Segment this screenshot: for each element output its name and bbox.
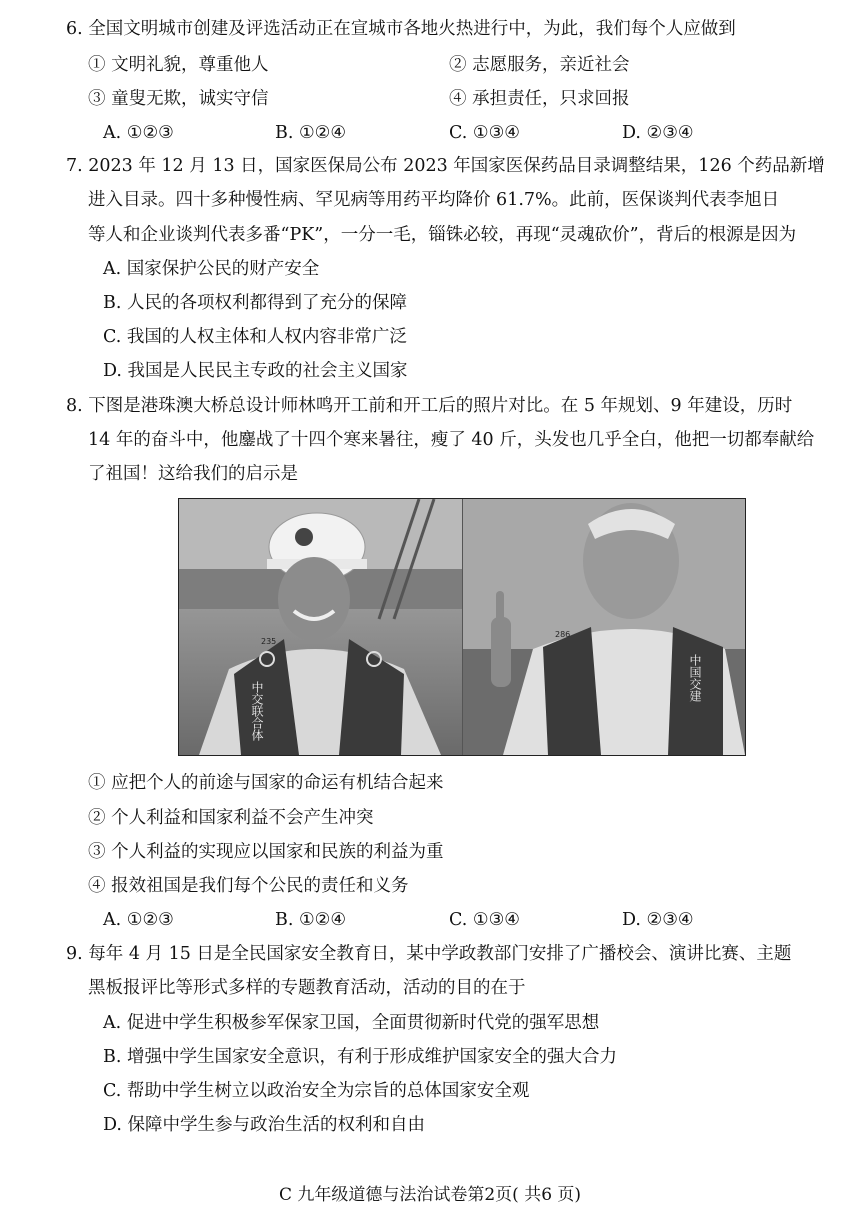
- q6-option-b: B. ①②④: [275, 123, 347, 143]
- page-footer: C 九年级道德与法治试卷第2页( 共6 页): [278, 1185, 582, 1205]
- q9-stem-line-2: 黑板报评比等形式多样的专题教育活动，活动的目的在于: [88, 978, 526, 998]
- q7-option-d: D. 我国是人民民主专政的社会主义国家: [103, 361, 408, 381]
- q9-option-c: C. 帮助中学生树立以政治安全为宗旨的总体国家安全观: [103, 1081, 530, 1101]
- q8-stem-line-3: 了祖国！这给我们的启示是: [88, 464, 298, 484]
- q8-stem-line-1: 8. 下图是港珠澳大桥总设计师林鸣开工前和开工后的照片对比。在 5 年规划、9 年建设，历时: [66, 396, 793, 416]
- q7-option-a: A. 国家保护公民的财产安全: [103, 259, 320, 279]
- q8-option-d: D. ②③④: [622, 910, 694, 930]
- photo-after-drawing: [463, 499, 745, 755]
- photo-comparison: [178, 498, 746, 756]
- q9-stem-line-1: 9. 每年 4 月 15 日是全民国家安全教育日，某中学政教部门安排了广播校会、演讲比赛、主题: [66, 944, 792, 964]
- q6-statement-2: ② 志愿服务，亲近社会: [449, 55, 630, 75]
- q9-option-b: B. 增强中学生国家安全意识，有利于形成维护国家安全的强大合力: [103, 1047, 617, 1067]
- q9-option-d: D. 保障中学生参与政治生活的权利和自由: [103, 1115, 426, 1135]
- q6-option-a: A. ①②③: [103, 123, 174, 143]
- q6-stem: 6. 全国文明城市创建及评选活动正在宣城市各地火热进行中，为此，我们每个人应做到: [66, 19, 736, 39]
- q6-statement-1: ① 文明礼貌，尊重他人: [88, 55, 269, 75]
- vest-text-left: 中交联合体: [250, 681, 264, 741]
- q8-option-b: B. ①②④: [275, 910, 347, 930]
- q7-stem-line-3: 等人和企业谈判代表多番“PK”，一分一毛，锱铢必较，再现“灵魂砍价”，背后的根源是因为: [88, 225, 797, 245]
- q6-statement-4: ④ 承担责任，只求回报: [449, 89, 630, 109]
- q8-statement-1: ① 应把个人的前途与国家的命运有机结合起来: [88, 773, 444, 793]
- photo-before-construction: [179, 499, 462, 755]
- q6-statement-3: ③ 童叟无欺，诚实守信: [88, 89, 269, 109]
- photo-before-drawing: [179, 499, 462, 755]
- q6-option-c: C. ①③④: [449, 123, 520, 143]
- q7-option-c: C. 我国的人权主体和人权内容非常广泛: [103, 327, 407, 347]
- vest-text-right: 中国交建: [688, 654, 702, 702]
- q6-options: [0, 120, 860, 146]
- photo-after-construction: [463, 499, 745, 755]
- q8-option-c: C. ①③④: [449, 910, 520, 930]
- q9-option-a: A. 促进中学生积极参军保家卫国，全面贯彻新时代党的强军思想: [103, 1013, 600, 1033]
- q8-options: [0, 907, 860, 933]
- q6-option-d: D. ②③④: [622, 123, 694, 143]
- vest-number-left: 235: [261, 637, 277, 646]
- q7-option-b: B. 人民的各项权利都得到了充分的保障: [103, 293, 407, 313]
- q7-stem-line-2: 进入目录。四十多种慢性病、罕见病等用药平均降价 61.7%。此前，医保谈判代表李旭日: [88, 190, 780, 210]
- q8-statement-4: ④ 报效祖国是我们每个公民的责任和义务: [88, 876, 409, 896]
- vest-number-right: 286: [555, 630, 571, 639]
- q8-statement-3: ③ 个人利益的实现应以国家和民族的利益为重: [88, 842, 444, 862]
- q7-stem-line-1: 7. 2023 年 12 月 13 日，国家医保局公布 2023 年国家医保药品目录调整结果，126 个药品新增: [66, 156, 825, 176]
- q8-statement-2: ② 个人利益和国家利益不会产生冲突: [88, 808, 374, 828]
- q8-stem-line-2: 14 年的奋斗中，他鏖战了十四个寒来暑往，瘦了 40 斤，头发也几乎全白，他把一切都奉献给: [88, 430, 815, 450]
- q8-option-a: A. ①②③: [103, 910, 174, 930]
